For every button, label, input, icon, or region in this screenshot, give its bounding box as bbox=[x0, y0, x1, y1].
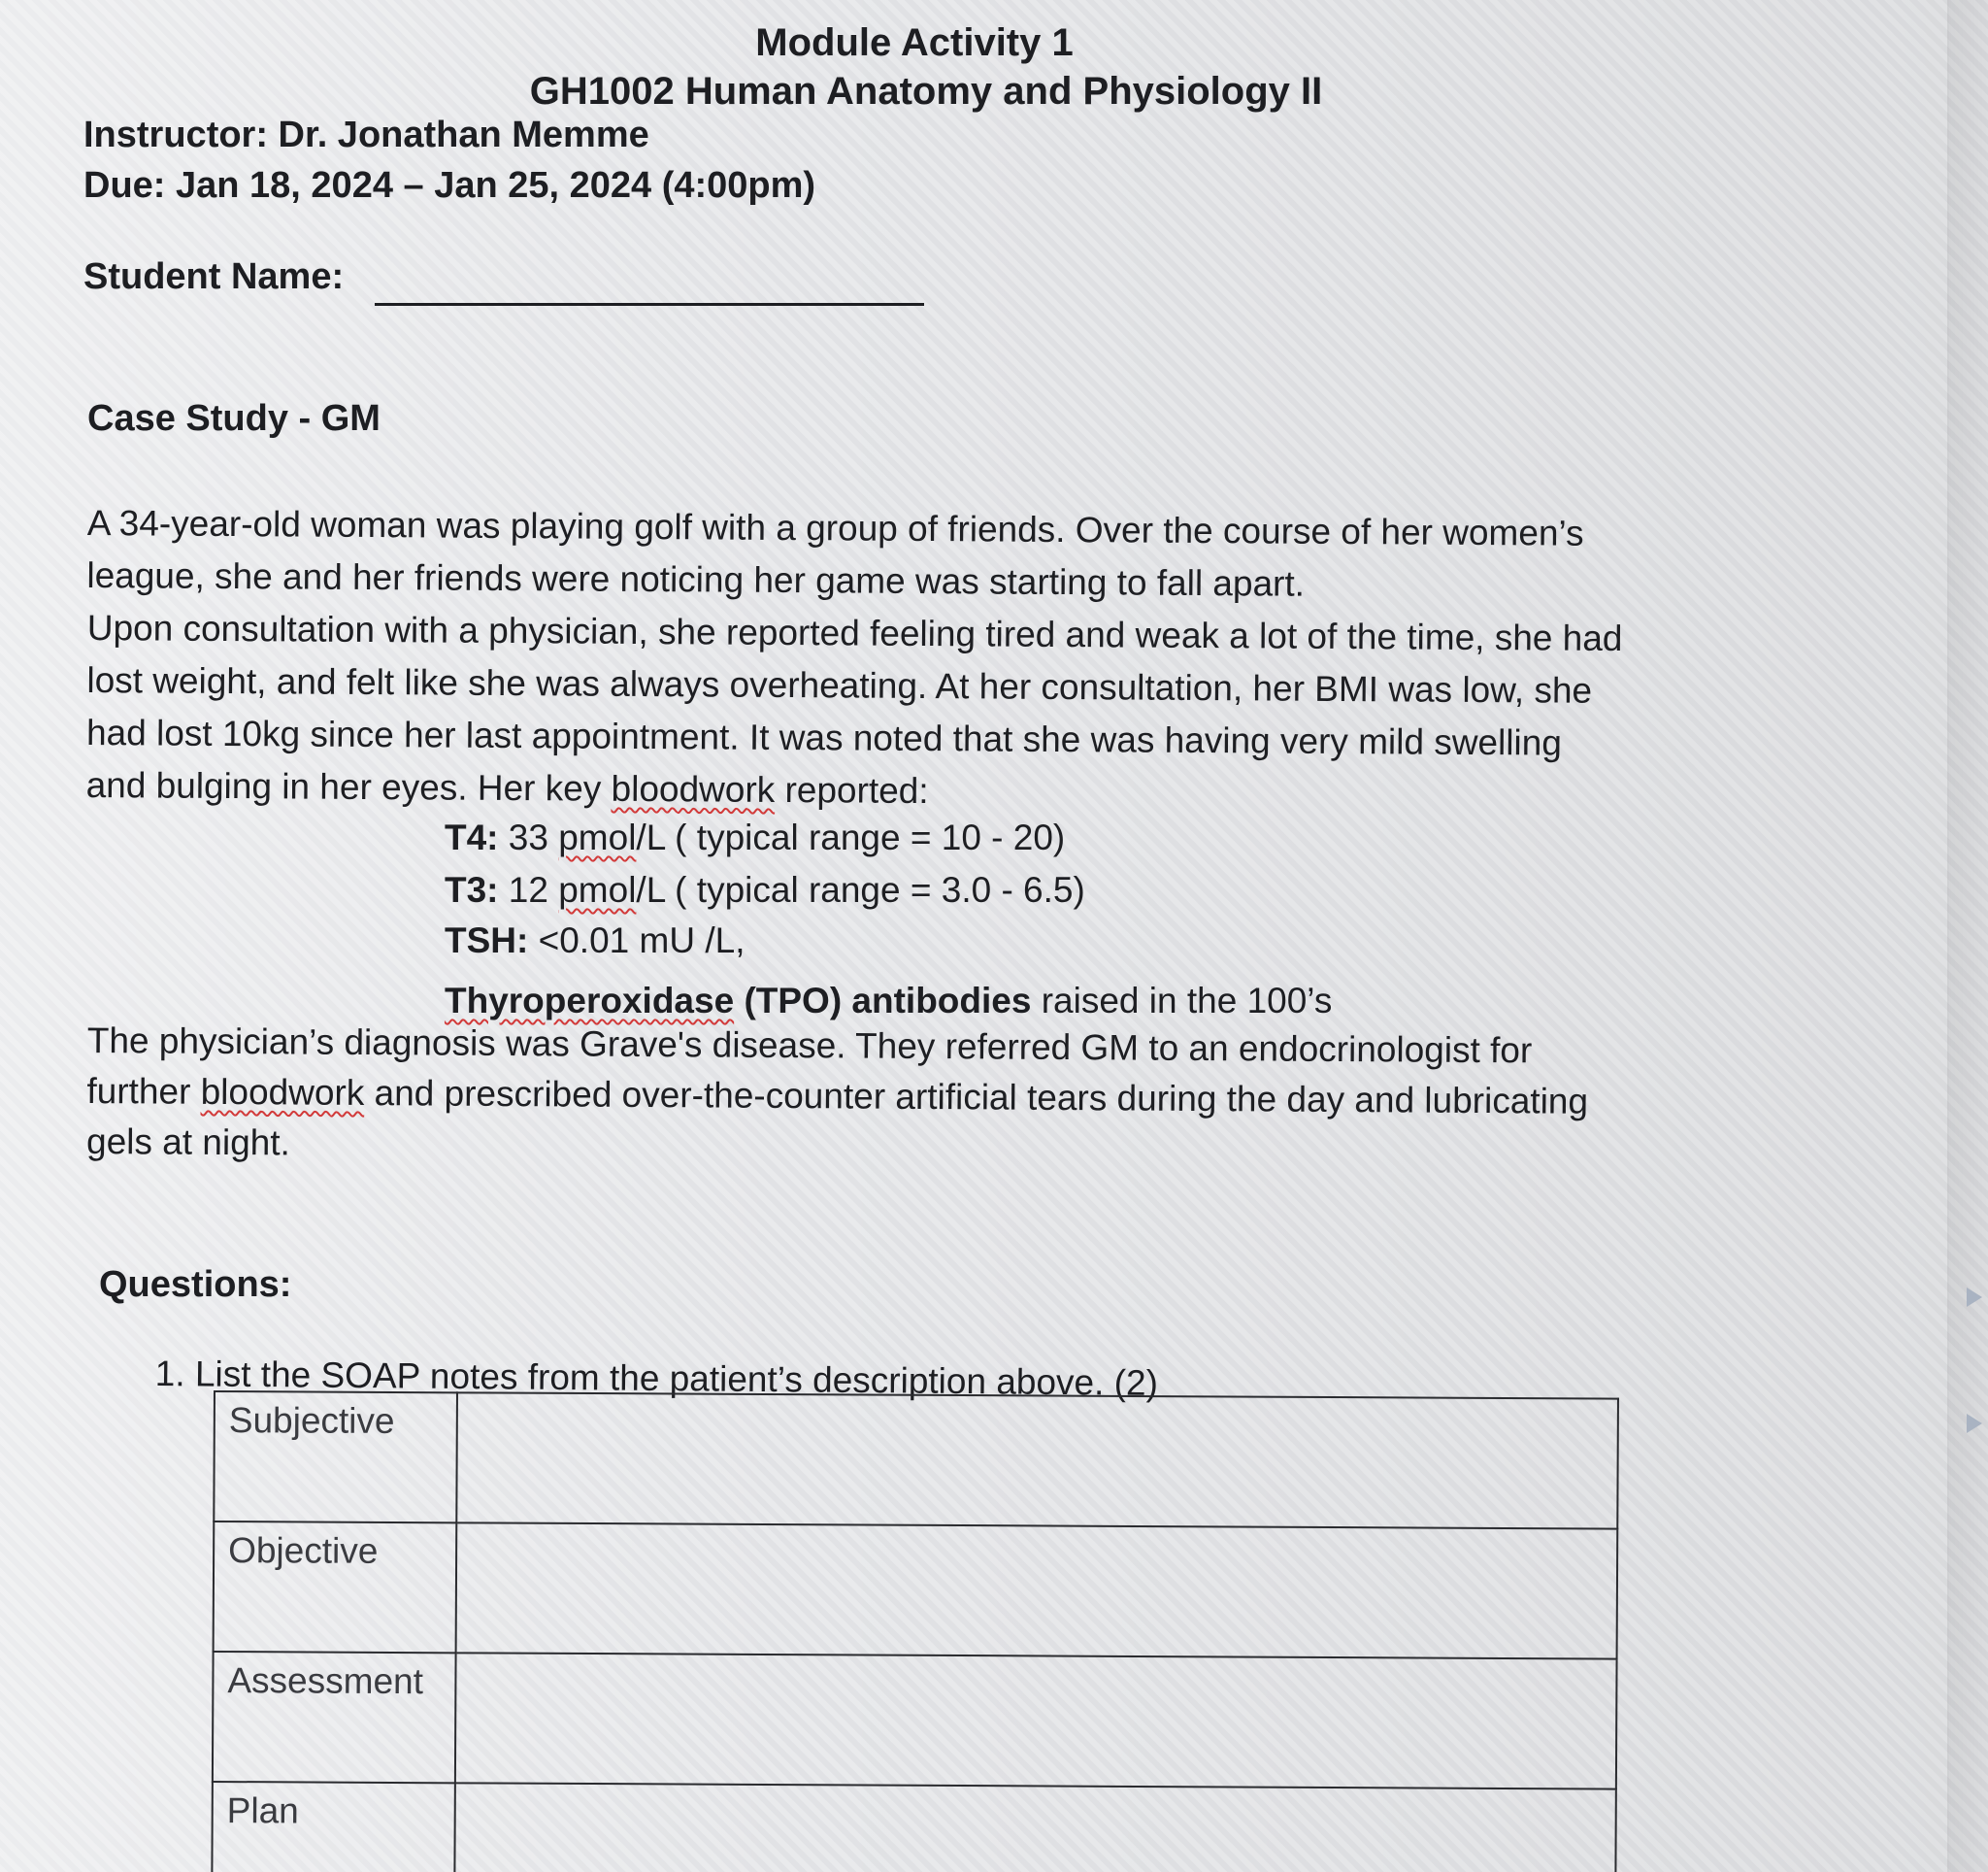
soap-notes-table bbox=[211, 1390, 1619, 1872]
soap-answer-cell[interactable] bbox=[456, 1522, 1618, 1658]
case-paragraph-2 bbox=[85, 602, 1795, 823]
text-line: gels at night. bbox=[85, 1120, 291, 1163]
case-paragraph-3 bbox=[86, 1016, 1796, 1179]
soap-label-subjective: Subjective bbox=[214, 1391, 457, 1522]
instructor-line: Instructor: Dr. Jonathan Memme bbox=[83, 115, 649, 155]
text-line: The physician’s diagnosis was Grave's disease. They referred GM to an endocrinologist for bbox=[86, 1020, 1533, 1071]
module-title: Module Activity 1 bbox=[755, 21, 1074, 64]
text-line: had lost 10kg since her last appointment. It was noted that she was having very mild swelling bbox=[85, 712, 1563, 763]
arrow-right-icon bbox=[1967, 1414, 1982, 1433]
soap-label-assessment: Assessment bbox=[213, 1652, 456, 1783]
text-line: lost weight, and felt like she was always overheating. At her consultation, her BMI was low, she bbox=[86, 659, 1593, 711]
text-segment: reported: bbox=[775, 769, 929, 812]
text-line: A 34-year-old woman was playing golf with a group of friends. Over the course of her women’s bbox=[86, 502, 1584, 553]
soap-answer-cell[interactable] bbox=[454, 1783, 1616, 1872]
lab-range: /L ( typical range = 10 - 20) bbox=[636, 818, 1066, 857]
lab-t4 bbox=[445, 818, 1065, 858]
lab-label: TSH: bbox=[445, 920, 529, 960]
lab-value: raised in the 100’s bbox=[1041, 981, 1333, 1020]
questions-heading: Questions: bbox=[99, 1264, 292, 1305]
table-row bbox=[214, 1391, 1618, 1529]
table-row bbox=[212, 1782, 1616, 1872]
soap-answer-cell[interactable] bbox=[455, 1653, 1617, 1788]
arrow-right-icon bbox=[1967, 1287, 1982, 1307]
lab-t3 bbox=[445, 870, 1085, 911]
text-line: Upon consultation with a physician, she reported feeling tired and weak a lot of the time, she had bbox=[86, 607, 1623, 659]
lab-label: (TPO) antibodies bbox=[744, 981, 1032, 1020]
lab-label: T4: bbox=[445, 818, 499, 857]
text-line: league, she and her friends were noticing her game was starting to fall apart. bbox=[86, 554, 1306, 604]
student-name-blank bbox=[375, 303, 924, 306]
spellcheck-word: bloodwork bbox=[200, 1071, 365, 1113]
table-row bbox=[213, 1652, 1617, 1789]
course-title: GH1002 Human Anatomy and Physiology II bbox=[529, 70, 1323, 113]
text-segment: further bbox=[86, 1070, 201, 1112]
case-study-title: Case Study - GM bbox=[87, 398, 381, 439]
lab-tpo bbox=[445, 981, 1332, 1021]
lab-label: T3: bbox=[445, 870, 499, 910]
lab-value: 12 bbox=[508, 870, 548, 910]
student-name-label: Student Name: bbox=[83, 256, 345, 297]
due-date-line: Due: Jan 18, 2024 – Jan 25, 2024 (4:00pm) bbox=[83, 165, 816, 206]
text-segment: and prescribed over-the-counter artificial tears during the day and lubricating bbox=[364, 1072, 1589, 1121]
soap-label-objective: Objective bbox=[214, 1521, 457, 1653]
spellcheck-word: Thyroperoxidase bbox=[445, 981, 735, 1020]
lab-tsh bbox=[445, 920, 745, 961]
spellcheck-word: bloodwork bbox=[611, 768, 776, 810]
question-1: 1. List the SOAP notes from the patient’s description above. (2) bbox=[154, 1354, 1159, 1403]
lab-range: /L ( typical range = 3.0 - 6.5) bbox=[636, 870, 1085, 910]
lab-value: 33 bbox=[508, 818, 548, 857]
adjacent-window-edge bbox=[1947, 0, 1988, 1872]
case-paragraph-1 bbox=[86, 497, 1796, 614]
soap-label-plan: Plan bbox=[212, 1782, 455, 1872]
text-segment: and bulging in her eyes. Her key bbox=[85, 764, 612, 809]
spellcheck-word: pmol bbox=[558, 870, 637, 910]
spellcheck-word: pmol bbox=[558, 818, 637, 857]
table-row bbox=[214, 1521, 1618, 1659]
lab-value: <0.01 mU /L, bbox=[538, 920, 746, 960]
soap-answer-cell[interactable] bbox=[456, 1392, 1618, 1528]
